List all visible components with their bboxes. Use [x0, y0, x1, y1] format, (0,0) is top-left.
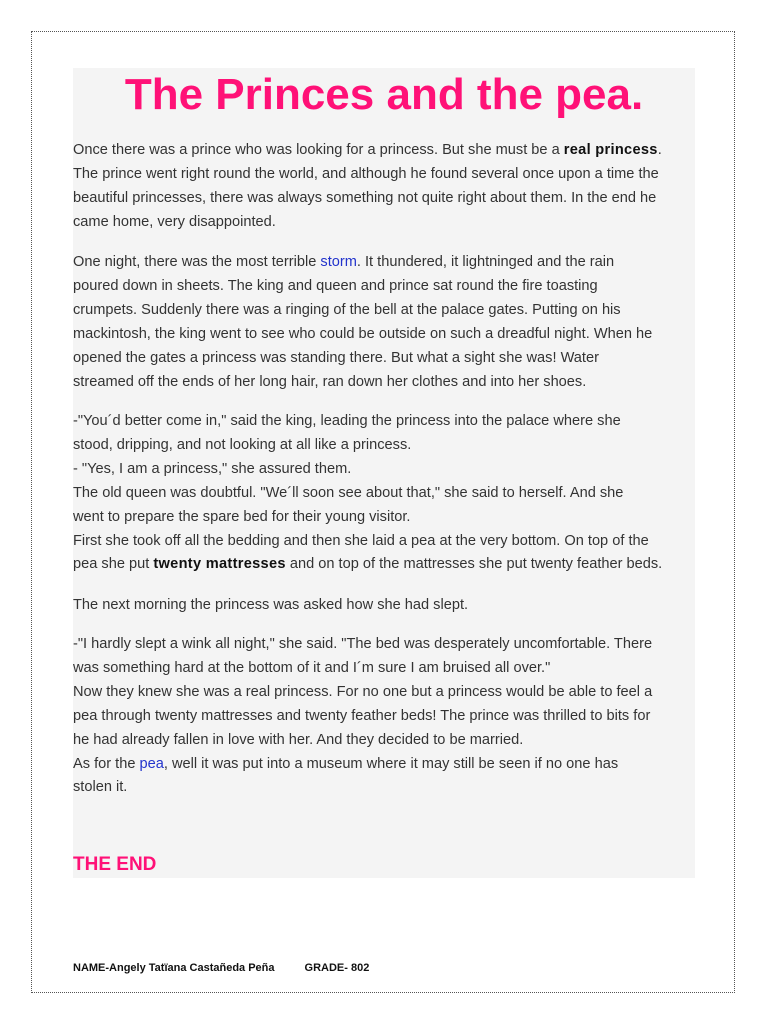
paragraph-line: he had already fallen in love with her. And they decided to be married.	[73, 731, 524, 748]
paragraph-line: The next morning the princess was asked how she had slept.	[73, 597, 469, 613]
paragraph-line: was something hard at the bottom of it and I´m sure I am bruised all over."	[73, 659, 551, 676]
paragraph-line: opened the gates a princess was standing there. But what a sight she was! Water	[73, 349, 599, 366]
text-run: .	[657, 142, 662, 158]
text-run: . It thundered, it lightninged and the rain	[356, 254, 615, 270]
footer	[73, 962, 369, 974]
paragraph-4	[73, 594, 468, 618]
story-content-area	[73, 68, 695, 878]
bold-text: real princess	[563, 142, 658, 158]
story-title: The Princes and the pea.	[124, 70, 644, 119]
bold-text: twenty mattresses	[153, 556, 286, 573]
text-run: , well it was put into a museum where it may still be seen if no one has	[163, 755, 619, 772]
storm-link[interactable]: storm	[320, 254, 357, 270]
paragraph-line: -"I hardly slept a wink all night," she said. "The bed was desperately uncomfortable. There	[73, 636, 653, 652]
paragraph-line: Now they knew she was a real princess. For no one but a princess would be able to feel a	[73, 683, 653, 700]
paragraph-line: pea through twenty mattresses and twenty feather beds! The prince was thrilled to bits for	[73, 707, 651, 724]
paragraph-line: stood, dripping, and not looking at all like a princess.	[73, 436, 412, 453]
paragraph-line: came home, very disappointed.	[73, 213, 276, 230]
text-run: Once there was a prince who was looking for a princess. But she must be a	[73, 142, 564, 158]
student-grade: GRADE- 802	[304, 962, 370, 974]
paragraph-line	[73, 251, 652, 275]
paragraph-line: -"You´d better come in," said the king, leading the princess into the palace where she	[73, 413, 621, 429]
the-end-heading: THE END	[73, 854, 157, 875]
text-run: and on top of the mattresses she put twenty feather beds.	[285, 556, 663, 573]
paragraph-line: mackintosh, the king went to see who could be outside on such a dreadful night. When he	[73, 325, 653, 342]
paragraph-line: streamed off the ends of her long hair, ran down her clothes and into her shoes.	[73, 373, 587, 390]
paragraph-line: beautiful princesses, there was always something not quite right about them. In the end he	[73, 189, 657, 206]
text-run: As for the	[73, 755, 140, 772]
paragraph-line: The prince went right round the world, and although he found several once upon a time the	[73, 165, 659, 182]
text-run: pea she put	[73, 556, 154, 573]
pea-link[interactable]: pea	[139, 755, 164, 772]
paragraph-line	[73, 139, 662, 163]
paragraph-line	[73, 753, 652, 777]
paragraph-line: poured down in sheets. The king and queen and prince sat round the fire toasting	[73, 277, 598, 294]
paragraph-line: - "Yes, I am a princess," she assured them.	[73, 460, 352, 477]
paragraph-line: First she took off all the bedding and then she laid a pea at the very bottom. On top of the	[73, 532, 649, 549]
paragraph-1	[73, 139, 662, 235]
student-name: NAME-Angely Tatïana Castañeda Peña	[73, 962, 275, 974]
paragraph-line	[73, 553, 662, 577]
paragraph-line: stolen it.	[73, 779, 128, 796]
paragraph-3	[73, 410, 662, 577]
paragraph-line: The old queen was doubtful. "We´ll soon see about that," she said to herself. And she	[73, 484, 624, 501]
paragraph-line: went to prepare the spare bed for their young visitor.	[73, 508, 411, 525]
paragraph-2	[73, 251, 652, 394]
paragraph-5	[73, 633, 652, 800]
text-run: One night, there was the most terrible	[73, 254, 321, 270]
paragraph-line: crumpets. Suddenly there was a ringing of the bell at the palace gates. Putting on his	[73, 301, 621, 318]
